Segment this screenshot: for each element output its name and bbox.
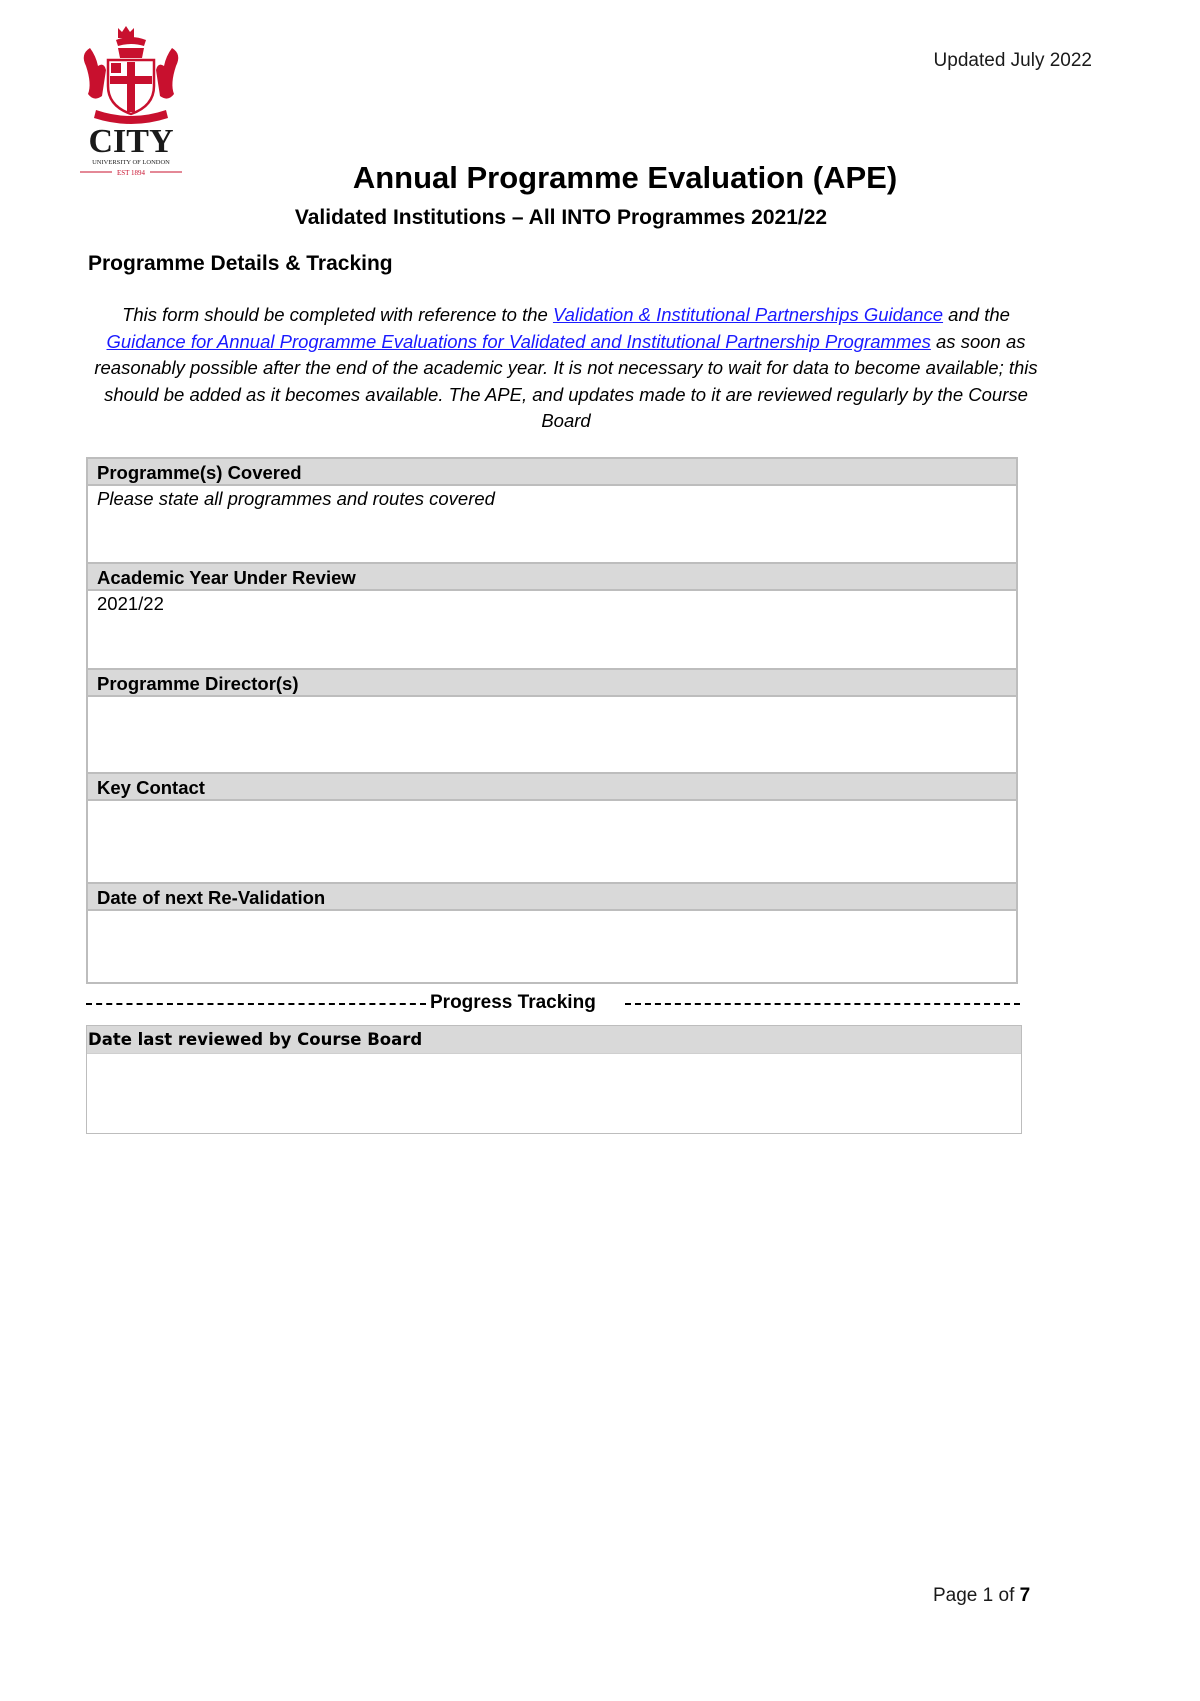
city-university-logo [76,26,186,176]
document-subtitle: Validated Institutions – All INTO Programmes 2021/22 [294,206,828,229]
intro-text-3: as soon as reasonably possible after the end of the academic year. It is not necessary to wait for data to become available; this should be added as it becomes available. The APE, and updates made to it are reviewed regularly by the Course Board [94,330,1038,431]
vip-guidance-link[interactable]: Validation & Institutional Partnerships Guidance [552,304,944,325]
course-board-review-label: Date last reviewed by Course Board [87,1026,1021,1054]
page-prefix: Page [933,1585,983,1606]
intro-text-1: This form should be completed with reference to the [122,304,553,325]
page-of: of [993,1585,1020,1606]
logo-est: EST 1894 [116,169,146,176]
revalidation-date-label: Date of next Re-Validation [88,884,1016,911]
key-contact-field[interactable] [88,801,1016,884]
progress-tracking-heading: Progress Tracking [430,992,596,1013]
logo-wordmark: CITY [88,123,174,160]
revalidation-date-field[interactable] [88,911,1016,982]
programmes-covered-label: Programme(s) Covered [88,459,1016,486]
updated-date: Updated July 2022 [933,50,1092,71]
course-board-review-field[interactable] [87,1054,1021,1133]
logo-subtext: UNIVERSITY OF LONDON [92,159,170,166]
intro-paragraph [86,302,1046,435]
programme-director-field[interactable] [88,697,1016,774]
academic-year-field[interactable]: 2021/22 [88,591,1016,670]
page-number [933,1585,1030,1607]
programme-director-label: Programme Director(s) [88,670,1016,697]
academic-year-label: Academic Year Under Review [88,564,1016,591]
section-title: Programme Details & Tracking [88,252,393,275]
document-title: Annual Programme Evaluation (APE) [352,160,898,195]
page-total: 7 [1019,1585,1031,1606]
progress-tracking-divider [86,990,1020,1016]
ape-guidance-link[interactable]: Guidance for Annual Programme Evaluations for Validated and Institutional Partnership Programmes [106,330,931,352]
divider-dashes-left [86,1003,426,1005]
divider-dashes-right [625,1003,1020,1005]
coat-of-arms-icon [76,26,186,176]
intro-text-2: and the [943,304,1010,325]
key-contact-label: Key Contact [88,774,1016,801]
programmes-covered-field[interactable]: Please state all programmes and routes covered [88,486,1016,564]
course-board-review-form [86,1025,1022,1134]
page-current: 1 [982,1585,994,1606]
programme-details-form [86,457,1018,984]
